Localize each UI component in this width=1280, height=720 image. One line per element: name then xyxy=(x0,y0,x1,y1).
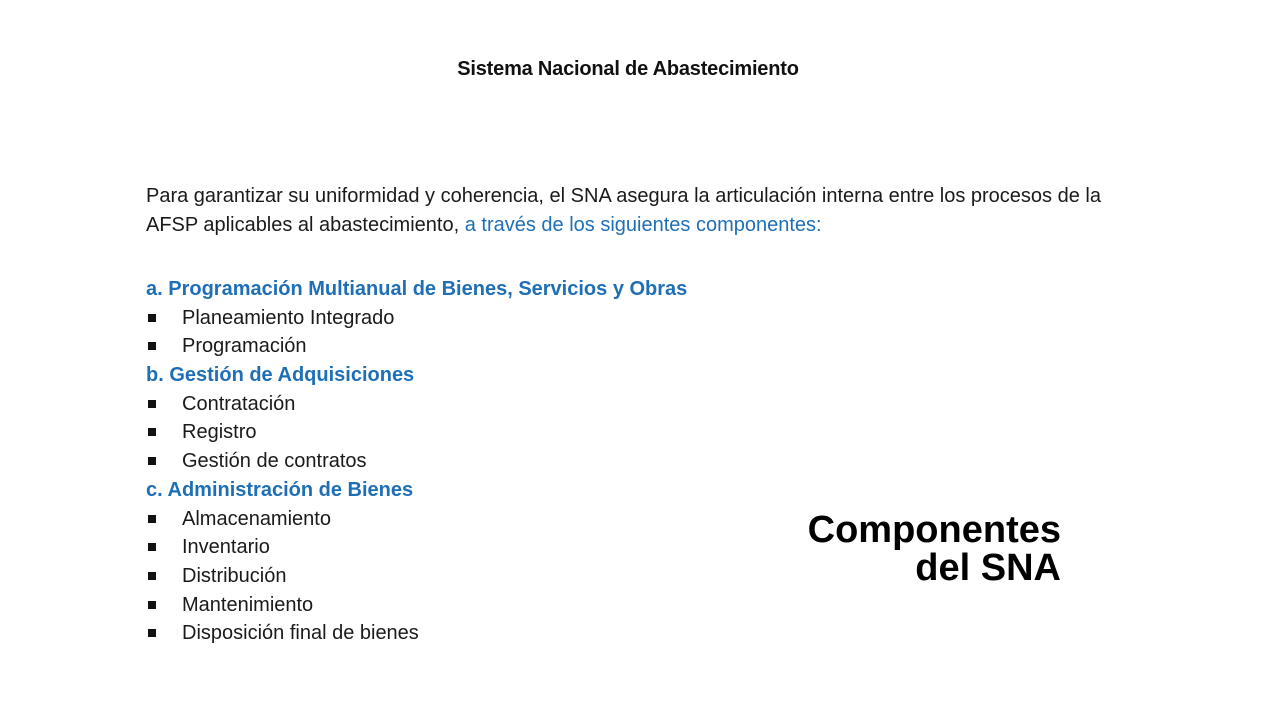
list-item-label: Distribución xyxy=(182,564,287,587)
intro-paragraph xyxy=(146,182,1106,240)
bullet-list-adquisiciones xyxy=(146,390,786,476)
list-item xyxy=(146,505,786,534)
list-item xyxy=(146,619,786,648)
list-item-label: Programación xyxy=(182,335,307,358)
side-title xyxy=(808,511,1061,587)
list-item xyxy=(146,418,786,447)
side-title-line-1: Componentes xyxy=(807,509,1061,551)
slide-title: Sistema Nacional de Abastecimiento xyxy=(457,58,799,80)
bullet-list-administracion xyxy=(146,505,786,648)
list-item xyxy=(146,591,786,620)
list-item xyxy=(146,533,786,562)
side-title-line-2: del SNA xyxy=(915,547,1061,589)
bullet-square-icon xyxy=(148,400,156,408)
bullet-square-icon xyxy=(148,457,156,465)
bullet-square-icon xyxy=(148,314,156,322)
list-item-label: Contratación xyxy=(182,392,296,415)
components-list xyxy=(146,275,786,648)
list-item-label: Planeamiento Integrado xyxy=(182,306,395,329)
list-item xyxy=(146,332,786,361)
list-item-label: Inventario xyxy=(182,536,270,559)
section-heading-programacion: a. Programación Multianual de Bienes, Servicios y Obras xyxy=(146,278,688,300)
intro-text: Para garantizar su uniformidad y coherencia, el SNA asegura la articulación interna entre los procesos de la AFSP aplicables al abastecimiento, xyxy=(146,185,1101,236)
bullet-square-icon xyxy=(148,572,156,580)
list-item-label: Gestión de contratos xyxy=(182,450,367,473)
bullet-square-icon xyxy=(148,428,156,436)
section-heading-administracion: c. Administración de Bienes xyxy=(146,478,414,501)
bullet-square-icon xyxy=(148,342,156,350)
list-item-label: Mantenimiento xyxy=(182,593,314,616)
list-item-label: Registro xyxy=(182,421,257,444)
list-item-label: Almacenamiento xyxy=(182,507,331,530)
bullet-square-icon xyxy=(148,601,156,609)
list-item xyxy=(146,304,786,333)
bullet-square-icon xyxy=(148,543,156,551)
intro-highlight: a través de los siguientes componentes: xyxy=(464,214,822,236)
bullet-list-programacion xyxy=(146,304,786,361)
list-item xyxy=(146,447,786,476)
bullet-square-icon xyxy=(148,515,156,523)
list-item xyxy=(146,390,786,419)
list-item xyxy=(146,562,786,591)
bullet-square-icon xyxy=(148,629,156,637)
section-heading-adquisiciones: b. Gestión de Adquisiciones xyxy=(146,364,415,387)
list-item-label: Disposición final de bienes xyxy=(182,622,419,645)
